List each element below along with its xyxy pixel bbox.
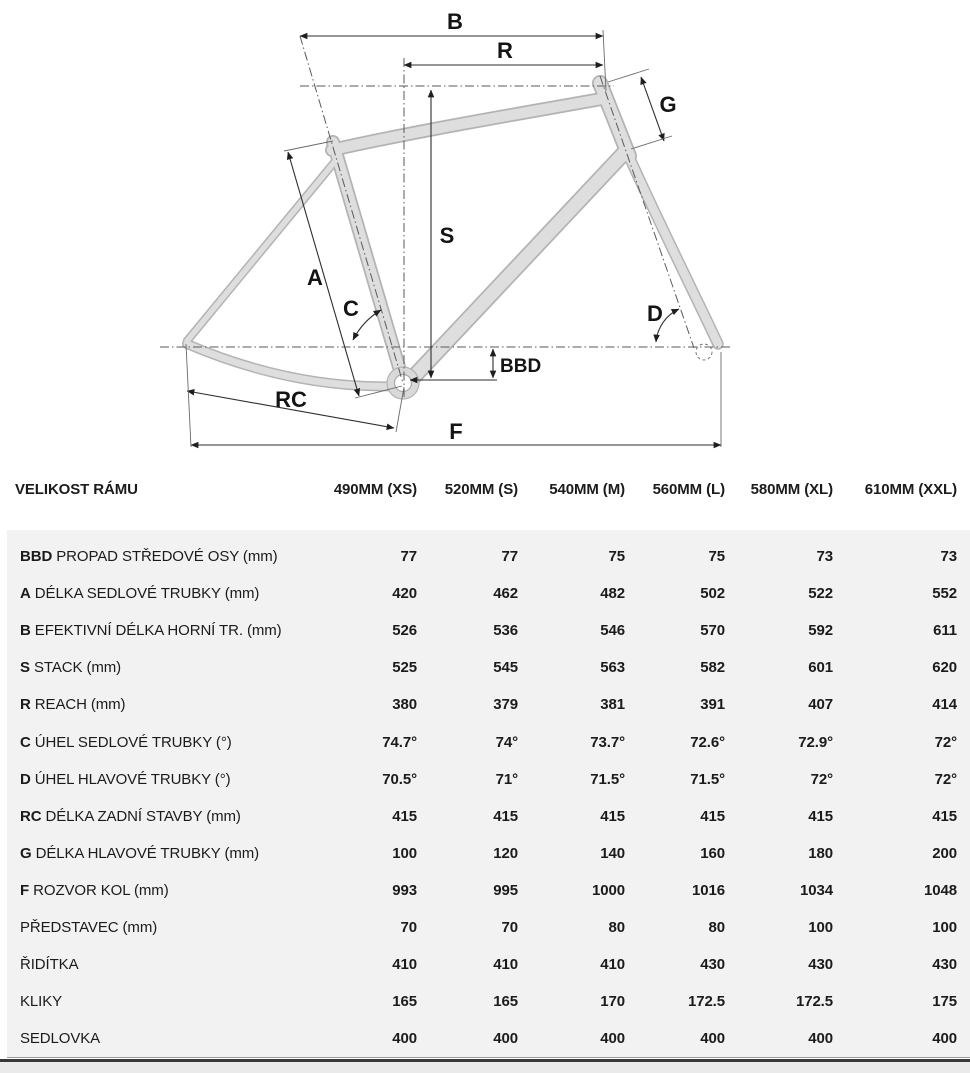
table-row (20, 872, 970, 909)
row-value: 415 (493, 807, 518, 825)
row-value: 400 (700, 1030, 725, 1048)
label-seat-tube: A (307, 265, 323, 290)
row-value: 75 (608, 548, 625, 566)
column-header: 520MM (S) (444, 480, 518, 498)
label-chainstay: RC (275, 387, 307, 412)
row-value: 1000 (592, 881, 625, 899)
row-value: 611 (933, 622, 957, 640)
row-value: 74.7° (382, 733, 417, 751)
row-value: 1048 (924, 881, 957, 899)
row-value: 379 (493, 696, 518, 714)
row-value: 536 (493, 622, 518, 640)
row-value: 380 (392, 696, 417, 714)
row-value: 80 (608, 918, 625, 936)
table-row (20, 1020, 970, 1057)
row-value: 400 (808, 1030, 833, 1048)
row-label: B EFEKTIVNÍ DÉLKA HORNÍ TR. (mm) (20, 622, 282, 640)
row-value: 522 (808, 585, 833, 603)
row-value: 995 (493, 881, 518, 899)
ext-head-tube-bottom (631, 136, 672, 149)
table-size-header: VELIKOST RÁMU (15, 480, 138, 498)
row-value: 71° (495, 770, 518, 788)
column-header: 540MM (M) (549, 480, 625, 498)
row-value: 552 (932, 585, 957, 603)
row-label: BBD PROPAD STŘEDOVÉ OSY (mm) (20, 548, 278, 566)
row-value: 620 (932, 659, 957, 677)
row-value: 71.5° (590, 770, 625, 788)
row-value: 545 (493, 659, 518, 677)
table-row (20, 798, 970, 835)
row-value: 77 (400, 548, 417, 566)
row-label: R REACH (mm) (20, 696, 126, 714)
row-value: 410 (493, 956, 518, 974)
row-value: 482 (600, 585, 625, 603)
row-value: 462 (493, 585, 518, 603)
row-label: F ROZVOR KOL (mm) (20, 881, 169, 899)
row-value: 172.5 (687, 993, 725, 1011)
row-value: 430 (932, 956, 957, 974)
row-value: 415 (808, 807, 833, 825)
row-value: 74° (495, 733, 518, 751)
row-value: 526 (392, 622, 417, 640)
label-top-tube: B (447, 9, 463, 34)
column-header: 580MM (XL) (750, 480, 833, 498)
row-value: 165 (392, 993, 417, 1011)
row-label-prefix: A (20, 585, 31, 603)
row-value: 1016 (692, 881, 725, 899)
ext-rear-dropout (186, 344, 191, 447)
row-label-prefix: RC (20, 807, 42, 825)
row-label: A DÉLKA SEDLOVÉ TRUBKY (mm) (20, 585, 260, 603)
row-label: ŘIDÍTKA (20, 956, 79, 974)
row-value: 200 (932, 844, 957, 862)
label-head-angle: D (647, 301, 663, 326)
table-row (20, 946, 970, 983)
row-value: 70 (501, 918, 518, 936)
table-row (20, 538, 970, 575)
label-head-tube: G (659, 92, 677, 117)
row-value: 80 (708, 918, 725, 936)
table-row (20, 686, 970, 723)
row-value: 391 (700, 696, 725, 714)
label-stack: S (439, 223, 455, 248)
row-value: 120 (493, 844, 518, 862)
row-label: SEDLOVKA (20, 1030, 101, 1048)
row-value: 140 (600, 844, 625, 862)
table-header (15, 476, 957, 502)
row-value: 72° (810, 770, 833, 788)
row-value: 415 (392, 807, 417, 825)
table-row (20, 835, 970, 872)
row-value: 1034 (800, 881, 833, 899)
table-row (20, 575, 970, 612)
row-label: S STACK (mm) (20, 659, 122, 677)
row-value: 73 (816, 548, 833, 566)
table-row (20, 649, 970, 686)
row-value: 73.7° (590, 733, 625, 751)
row-value: 570 (700, 622, 725, 640)
row-value: 172.5 (795, 993, 833, 1011)
row-value: 72.9° (798, 733, 833, 751)
row-label-prefix: B (20, 622, 31, 640)
row-value: 72° (934, 733, 957, 751)
row-label: C ÚHEL SEDLOVÉ TRUBKY (°) (20, 733, 232, 751)
row-value: 70 (400, 918, 417, 936)
row-value: 546 (600, 622, 625, 640)
label-bb-drop: BBD (500, 356, 542, 377)
row-value: 180 (808, 844, 833, 862)
table-row (20, 761, 970, 798)
row-value: 72° (934, 770, 957, 788)
row-value: 400 (600, 1030, 625, 1048)
row-value: 430 (700, 956, 725, 974)
table-row (20, 909, 970, 946)
row-value: 100 (392, 844, 417, 862)
row-value: 592 (808, 622, 833, 640)
bottom-strip (0, 1062, 970, 1073)
frame-geometry-diagram (0, 0, 970, 465)
row-value: 502 (700, 585, 725, 603)
row-value: 420 (392, 585, 417, 603)
row-value: 73 (940, 548, 957, 566)
row-value: 77 (501, 548, 518, 566)
row-value: 582 (700, 659, 725, 677)
table-row (20, 612, 970, 649)
front-dropout-outline (696, 344, 712, 360)
bottom-bracket-hole (395, 375, 412, 392)
row-value: 400 (392, 1030, 417, 1048)
row-value: 72.6° (690, 733, 725, 751)
row-value: 75 (708, 548, 725, 566)
row-value: 993 (392, 881, 417, 899)
row-value: 525 (392, 659, 417, 677)
row-value: 381 (600, 696, 625, 714)
row-value: 414 (932, 696, 957, 714)
row-value: 100 (808, 918, 833, 936)
row-value: 415 (932, 807, 957, 825)
row-value: 170 (600, 993, 625, 1011)
row-label-prefix: F (20, 881, 30, 899)
row-value: 415 (700, 807, 725, 825)
row-value: 100 (932, 918, 957, 936)
row-label-prefix: G (20, 844, 32, 862)
row-label: RC DÉLKA ZADNÍ STAVBY (mm) (20, 807, 241, 825)
row-label: KLIKY (20, 993, 63, 1011)
ext-head-tube-top (608, 69, 649, 82)
row-value: 400 (493, 1030, 518, 1048)
label-reach: R (497, 38, 513, 63)
row-value: 407 (808, 696, 833, 714)
row-value: 71.5° (690, 770, 725, 788)
row-value: 430 (808, 956, 833, 974)
table-row (20, 723, 970, 760)
row-value: 563 (600, 659, 625, 677)
row-value: 410 (600, 956, 625, 974)
table-body (7, 530, 970, 1058)
row-value: 415 (600, 807, 625, 825)
column-header: 560MM (L) (652, 480, 725, 498)
row-label-prefix: D (20, 770, 31, 788)
column-header: 490MM (XS) (333, 480, 417, 498)
row-label-prefix: R (20, 696, 31, 714)
row-value: 70.5° (382, 770, 417, 788)
row-value: 175 (932, 993, 957, 1011)
row-value: 165 (493, 993, 518, 1011)
row-label-prefix: C (20, 733, 31, 751)
row-value: 160 (700, 844, 725, 862)
row-value: 400 (932, 1030, 957, 1048)
label-wheelbase: F (449, 419, 463, 444)
row-label: PŘEDSTAVEC (mm) (20, 918, 158, 936)
row-value: 601 (808, 659, 833, 677)
table-row (20, 983, 970, 1020)
column-header: 610MM (XXL) (864, 480, 957, 498)
row-label-prefix: BBD (20, 548, 53, 566)
row-label: G DÉLKA HLAVOVÉ TRUBKY (mm) (20, 844, 260, 862)
row-value: 410 (392, 956, 417, 974)
row-label: D ÚHEL HLAVOVÉ TRUBKY (°) (20, 770, 231, 788)
row-label-prefix: S (20, 659, 30, 677)
label-seat-angle: C (343, 296, 359, 321)
